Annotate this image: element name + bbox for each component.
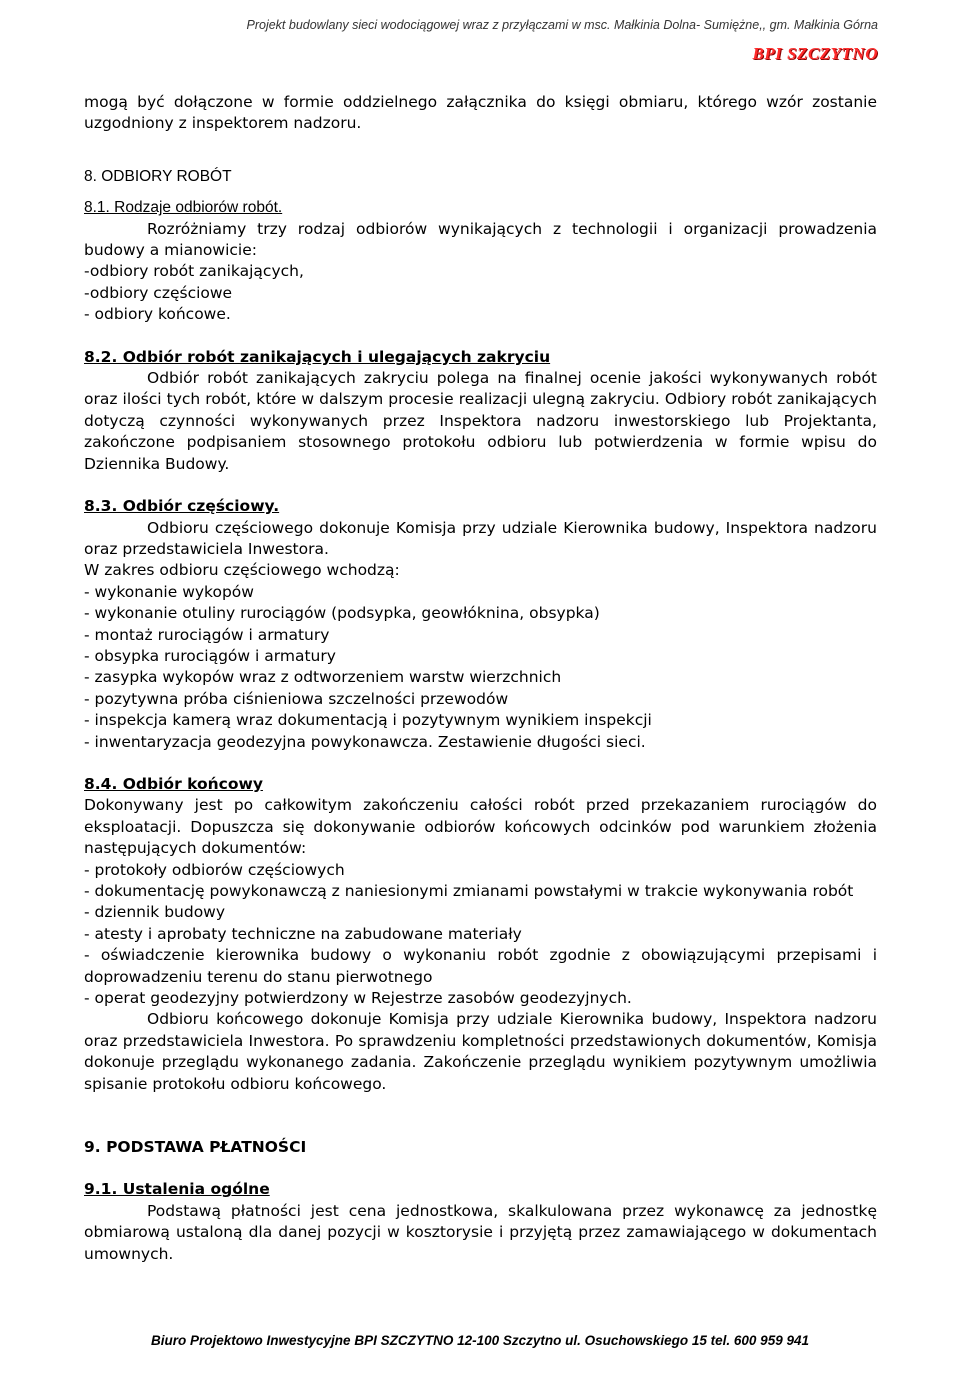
header-project-title: Projekt budowlany sieci wodociągowej wraz z przyłączami w msc. Małkinia Dolna- Sumiężne,, gm. Małkinia Górna (246, 18, 878, 32)
section-8-2-heading (84, 347, 877, 368)
list-item: - protokoły odbiorów częściowych (84, 860, 345, 879)
list-item: - dokumentację powykonawczą z naniesionymi zmianami powstałymi w trakcie wykonywania robót (84, 882, 854, 900)
list-item: - montaż rurociągów i armatury (84, 625, 330, 644)
section-8-2-heading-text: 8.2. Odbiór robót zanikających i ulegających zakryciu (84, 347, 551, 366)
intro-paragraph: mogą być dołączone w formie oddzielnego załącznika do księgi obmiaru, którego wzór zostanie uzgodniony z inspektorem nadzoru. (84, 93, 877, 133)
section-8-4-heading (84, 774, 877, 795)
section-8-3-text: Odbioru częściowego dokonuje Komisja przy udziale Kierownika budowy, Inspektora nadzoru oraz przedstawiciela Inwestora. (84, 518, 877, 558)
footer-address: Biuro Projektowo Inwestycyjne BPI SZCZYTNO 12-100 Szczytno ul. Osuchowskiego 15 tel. 600 959 941 (151, 1333, 809, 1348)
document-body (84, 92, 877, 1265)
list-item: -odbiory częściowe (84, 283, 233, 302)
section-8-3-heading (84, 496, 877, 517)
list-item: -odbiory robót zanikających, (84, 262, 304, 281)
section-8-4-closing: Odbioru końcowego dokonuje Komisja przy udziale Kierownika budowy, Inspektora nadzoru oraz przedstawiciela Inwestora. Po sprawdzeniu kompletności przedstawionych dokumentów, Komisja dokonuje przeglądu wykonanego zadania. Zakończenie przeglądu wynikiem pozytywnym umożliwia spisanie protokołu odbioru końcowego. (84, 1010, 877, 1093)
list-item: - operat geodezyjny potwierdzony w Rejestrze zasobów geodezyjnych. (84, 989, 632, 1008)
section-9-1-text: Podstawą płatności jest cena jednostkowa, skalkulowana przez wykonawcę za jednostkę obmiarową ustaloną dla danej pozycji w kosztorysie i przyjętą przez zamawiającego w dokumentach umownych. (84, 1201, 877, 1263)
list-item: - inspekcja kamerą wraz dokumentacją i pozytywnym wynikiem inspekcji (84, 711, 652, 730)
section-9-1-heading-text: 9.1. Ustalenia ogólne (84, 1180, 270, 1199)
list-item: - pozytywna próba ciśnieniowa szczelności przewodów (84, 689, 509, 708)
section-8-heading: 8. ODBIORY ROBÓT (84, 167, 232, 185)
section-9-heading: 9. PODSTAWA PŁATNOŚCI (84, 1138, 307, 1157)
list-item: - wykonanie otuliny rurociągów (podsypka, geowłóknina, obsypka) (84, 604, 600, 623)
section-8-3-lead: W zakres odbioru częściowego wchodzą: (84, 561, 400, 580)
section-8-3-heading-text: 8.3. Odbiór częściowy. (84, 497, 280, 516)
list-item: - obsypka rurociągów i armatury (84, 646, 336, 665)
section-9-1-heading (84, 1179, 877, 1200)
list-item: - zasypka wykopów wraz z odtworzeniem warstw wierzchnich (84, 668, 562, 687)
list-item: - inwentaryzacja geodezyjna powykonawcza. Zestawienie długości sieci. (84, 732, 646, 751)
section-8-2-text: Odbiór robót zanikających zakryciu polega na finalnej ocenie jakości wykonywanych robót oraz ilości tych robót, które w dalszym procesie realizacji ulegną zakryciu. Odbiory robót zanikających dotyczą czynności wykonywanych przez Inspektora nadzoru inwestorskiego lub Projektanta, zakończone podpisaniem stosownego protokołu odbioru lub potwierdzenia w formie wpisu do Dziennika Budowy. (84, 369, 877, 473)
list-item: - oświadczenie kierownika budowy o wykonaniu robót zgodnie z obowiązującymi przepisami i doprowadzeniu terenu do stanu pierwotnego (84, 946, 877, 986)
section-8-1-heading-text: 8.1. Rodzaje odbiorów robót. (84, 199, 283, 217)
list-item: - dziennik budowy (84, 903, 226, 922)
section-8-4-text: Dokonywany jest po całkowitym zakończeniu całości robót przed przekazaniem rurociągów do eksploatacji. Dopuszcza się dokonywanie odbiorów końcowych odcinków pod warunkiem złożenia następujących dokumentów: (84, 796, 877, 858)
section-8-4-heading-text: 8.4. Odbiór końcowy (84, 774, 263, 793)
list-item: - odbiory końcowe. (84, 305, 231, 324)
list-item: - atesty i aprobaty techniczne na zabudowane materiały (84, 924, 522, 943)
section-8-1-text: Rozróżniamy trzy rodzaj odbiorów wynikających z technologii i organizacji prowadzenia budowy a mianowicie: (84, 219, 877, 260)
list-item: - wykonanie wykopów (84, 582, 254, 601)
header-brand-logo: BPI SZCZYTNO (752, 44, 878, 63)
section-8-1-heading (84, 197, 877, 218)
